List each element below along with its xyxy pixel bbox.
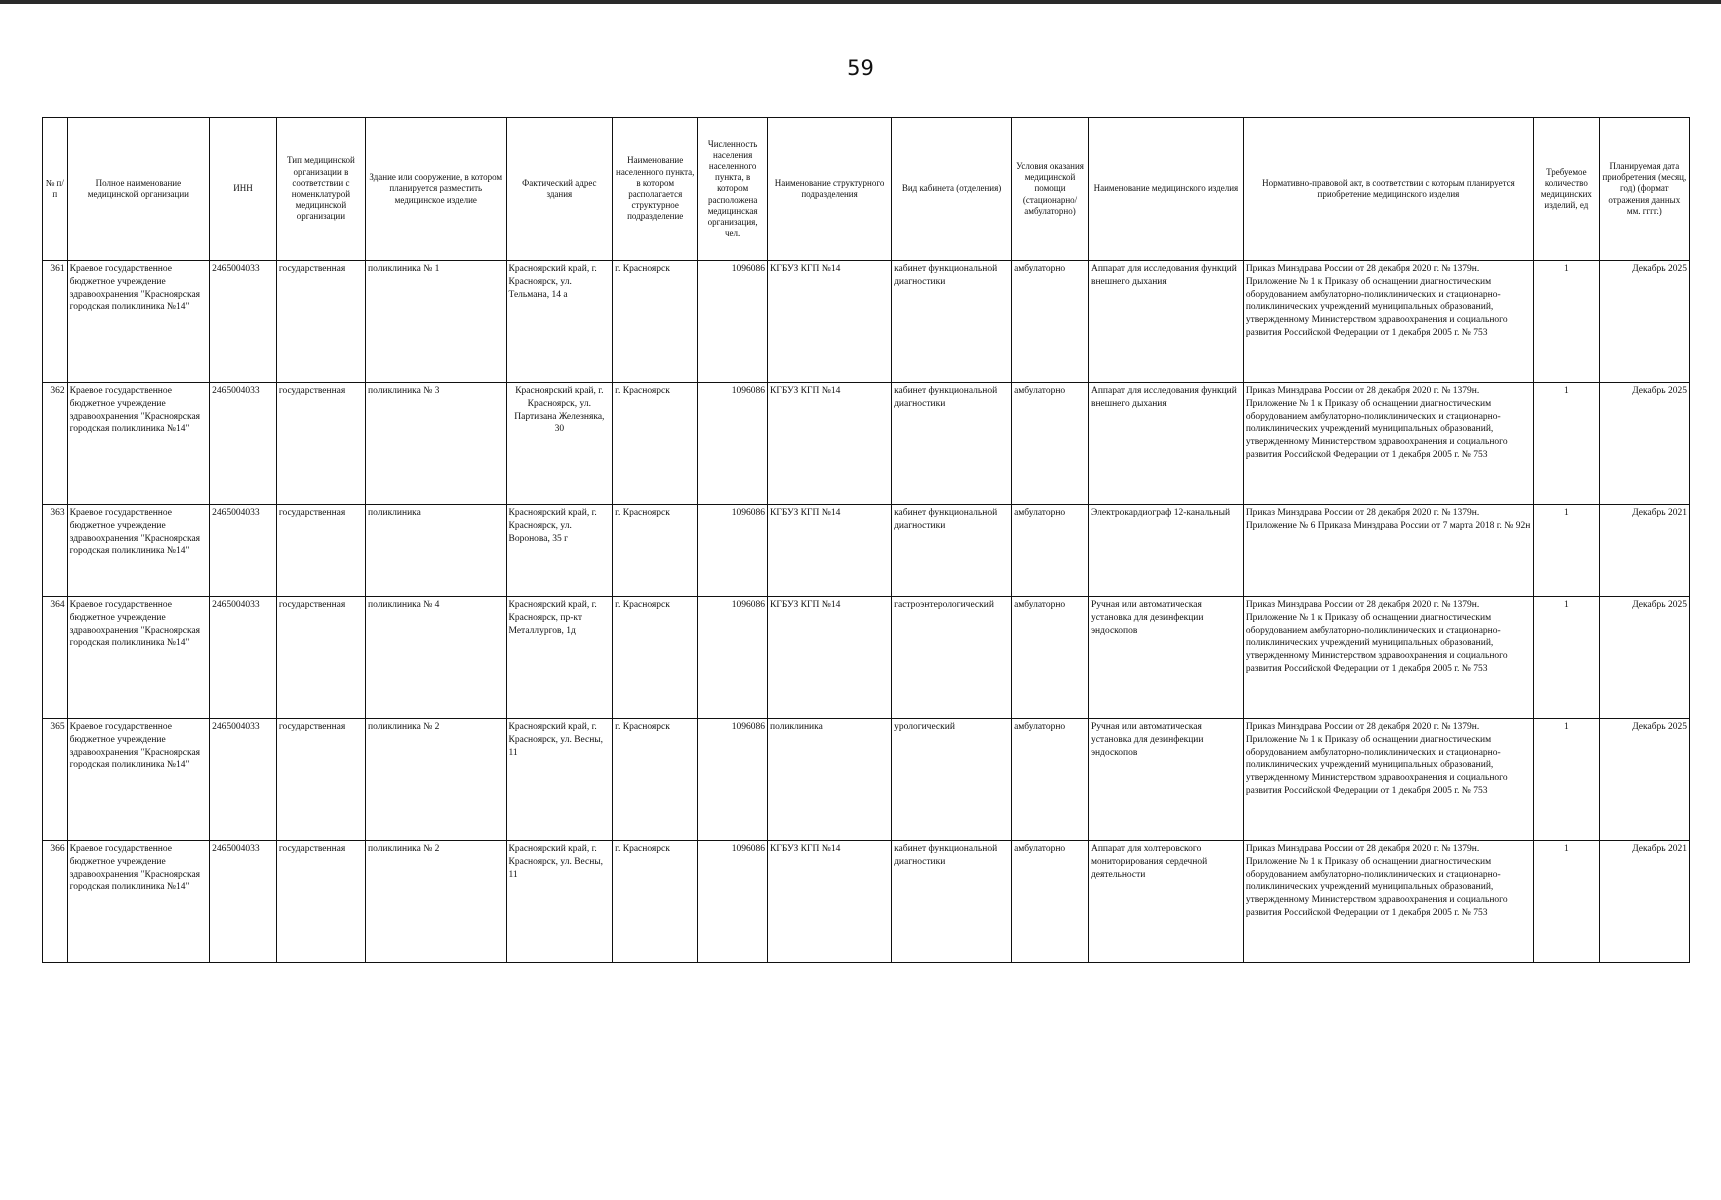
cell-num: 362 [43, 383, 68, 505]
cell-unit: КГБУЗ КГП №14 [768, 597, 892, 719]
cell-unit: поликлиника [768, 719, 892, 841]
cell-type: государственная [276, 597, 365, 719]
cell-address: Красноярский край, г. Красноярск, ул. Воронова, 35 г [506, 505, 613, 597]
cell-act: Приказ Минздрава России от 28 декабря 2020 г. № 1379н. Приложение № 1 к Приказу об оснащении диагностическим оборудованием амбулаторно-поликлинических и стационарно-поликлинических учреждений муниципальных образований, утвержденному Министерством здравоохранения и социального развития Российской Федерации от 1 декабря 2005 г. № 753 [1243, 719, 1533, 841]
cell-device: Аппарат для холтеровского мониторирования сердечной деятельности [1088, 841, 1243, 963]
cell-building: поликлиника № 4 [366, 597, 506, 719]
header-act: Нормативно-правовой акт, в соответствии с которым планируется приобретение медицинского изделия [1243, 118, 1533, 261]
cell-act: Приказ Минздрава России от 28 декабря 2020 г. № 1379н. Приложение № 1 к Приказу об оснащении диагностическим оборудованием амбулаторно-поликлинических и стационарно-поликлинических учреждений муниципальных образований, утвержденному Министерством здравоохранения и социального развития Российской Федерации от 1 декабря 2005 г. № 753 [1243, 261, 1533, 383]
cell-cabinet: кабинет функциональной диагностики [892, 505, 1012, 597]
table-row [43, 505, 1690, 597]
cell-num: 365 [43, 719, 68, 841]
header-building: Здание или сооружение, в котором планируется разместить медицинское изделие [366, 118, 506, 261]
cell-cabinet: гастроэнтерологический [892, 597, 1012, 719]
cell-building: поликлиника № 2 [366, 719, 506, 841]
cell-building: поликлиника [366, 505, 506, 597]
table-row [43, 719, 1690, 841]
cell-org: Краевое государственное бюджетное учреждение здравоохранения "Красноярская городская поликлиника №14" [67, 841, 210, 963]
cell-cabinet: кабинет функциональной диагностики [892, 261, 1012, 383]
cell-population: 1096086 [698, 505, 768, 597]
cell-date: Декабрь 2021 [1599, 841, 1689, 963]
cell-building: поликлиника № 3 [366, 383, 506, 505]
cell-inn: 2465004033 [210, 841, 277, 963]
cell-population: 1096086 [698, 383, 768, 505]
cell-unit: КГБУЗ КГП №14 [768, 841, 892, 963]
header-num: № п/п [43, 118, 68, 261]
cell-inn: 2465004033 [210, 261, 277, 383]
header-date: Планируемая дата приобретения (месяц, год) (формат отражения данных мм. гггг.) [1599, 118, 1689, 261]
cell-locality: г. Красноярск [613, 505, 698, 597]
cell-population: 1096086 [698, 841, 768, 963]
cell-org: Краевое государственное бюджетное учреждение здравоохранения "Красноярская городская поликлиника №14" [67, 261, 210, 383]
cell-cabinet: урологический [892, 719, 1012, 841]
table-row [43, 383, 1690, 505]
cell-device: Электрокардиограф 12-канальный [1088, 505, 1243, 597]
cell-date: Декабрь 2021 [1599, 505, 1689, 597]
cell-locality: г. Красноярск [613, 719, 698, 841]
cell-type: государственная [276, 505, 365, 597]
table-row [43, 597, 1690, 719]
table-row [43, 261, 1690, 383]
cell-building: поликлиника № 1 [366, 261, 506, 383]
cell-date: Декабрь 2025 [1599, 261, 1689, 383]
table-row [43, 841, 1690, 963]
header-unit: Наименование структурного подразделения [768, 118, 892, 261]
cell-act: Приказ Минздрава России от 28 декабря 2020 г. № 1379н. Приложение № 6 Приказа Минздрава России от 7 марта 2018 г. № 92н [1243, 505, 1533, 597]
cell-conditions: амбулаторно [1012, 261, 1089, 383]
cell-inn: 2465004033 [210, 383, 277, 505]
cell-org: Краевое государственное бюджетное учреждение здравоохранения "Красноярская городская поликлиника №14" [67, 719, 210, 841]
scan-edge [0, 0, 1721, 4]
cell-num: 363 [43, 505, 68, 597]
cell-population: 1096086 [698, 261, 768, 383]
cell-device: Аппарат для исследования функций внешнего дыхания [1088, 261, 1243, 383]
cell-conditions: амбулаторно [1012, 505, 1089, 597]
cell-qty: 1 [1534, 719, 1600, 841]
cell-org: Краевое государственное бюджетное учреждение здравоохранения "Красноярская городская поликлиника №14" [67, 505, 210, 597]
cell-unit: КГБУЗ КГП №14 [768, 383, 892, 505]
cell-address: Красноярский край, г. Красноярск, ул. Тельмана, 14 а [506, 261, 613, 383]
cell-type: государственная [276, 383, 365, 505]
cell-type: государственная [276, 841, 365, 963]
cell-unit: КГБУЗ КГП №14 [768, 261, 892, 383]
cell-address: Красноярский край, г. Красноярск, ул. Весны, 11 [506, 719, 613, 841]
cell-cabinet: кабинет функциональной диагностики [892, 841, 1012, 963]
cell-locality: г. Красноярск [613, 841, 698, 963]
cell-locality: г. Красноярск [613, 383, 698, 505]
header-qty: Требуемое количество медицинских изделий, ед [1534, 118, 1600, 261]
header-cabinet: Вид кабинета (отделения) [892, 118, 1012, 261]
header-device: Наименование медицинского изделия [1088, 118, 1243, 261]
header-inn: ИНН [210, 118, 277, 261]
cell-inn: 2465004033 [210, 505, 277, 597]
cell-qty: 1 [1534, 597, 1600, 719]
cell-population: 1096086 [698, 597, 768, 719]
cell-locality: г. Красноярск [613, 597, 698, 719]
cell-qty: 1 [1534, 841, 1600, 963]
cell-inn: 2465004033 [210, 719, 277, 841]
header-type: Тип медицинской организации в соответствии с номенклатурой медицинской организации [276, 118, 365, 261]
cell-locality: г. Красноярск [613, 261, 698, 383]
cell-act: Приказ Минздрава России от 28 декабря 2020 г. № 1379н. Приложение № 1 к Приказу об оснащении диагностическим оборудованием амбулаторно-поликлинических и стационарно-поликлинических учреждений муниципальных образований, утвержденному Министерством здравоохранения и социального развития Российской Федерации от 1 декабря 2005 г. № 753 [1243, 383, 1533, 505]
cell-conditions: амбулаторно [1012, 383, 1089, 505]
cell-date: Декабрь 2025 [1599, 383, 1689, 505]
cell-date: Декабрь 2025 [1599, 719, 1689, 841]
cell-device: Аппарат для исследования функций внешнего дыхания [1088, 383, 1243, 505]
header-org: Полное наименование медицинской организации [67, 118, 210, 261]
header-population: Численность населения населенного пункта, в котором расположена медицинская организация, чел. [698, 118, 768, 261]
cell-unit: КГБУЗ КГП №14 [768, 505, 892, 597]
cell-population: 1096086 [698, 719, 768, 841]
cell-device: Ручная или автоматическая установка для дезинфекции эндоскопов [1088, 719, 1243, 841]
equipment-plan-table [42, 117, 1690, 963]
page-number: 59 [847, 56, 874, 80]
cell-num: 366 [43, 841, 68, 963]
cell-device: Ручная или автоматическая установка для дезинфекции эндоскопов [1088, 597, 1243, 719]
cell-cabinet: кабинет функциональной диагностики [892, 383, 1012, 505]
cell-conditions: амбулаторно [1012, 719, 1089, 841]
cell-address: Красноярский край, г. Красноярск, пр-кт Металлургов, 1д [506, 597, 613, 719]
header-conditions: Условия оказания медицинской помощи (стационарно/амбулаторно) [1012, 118, 1089, 261]
cell-building: поликлиника № 2 [366, 841, 506, 963]
header-locality: Наименование населенного пункта, в котором располагается структурное подразделение [613, 118, 698, 261]
cell-inn: 2465004033 [210, 597, 277, 719]
cell-address: Красноярский край, г. Красноярск, ул. Партизана Железняка, 30 [506, 383, 613, 505]
cell-act: Приказ Минздрава России от 28 декабря 2020 г. № 1379н. Приложение № 1 к Приказу об оснащении диагностическим оборудованием амбулаторно-поликлинических и стационарно-поликлинических учреждений муниципальных образований, утвержденному Министерством здравоохранения и социального развития Российской Федерации от 1 декабря 2005 г. № 753 [1243, 597, 1533, 719]
table-header-row [43, 118, 1690, 261]
cell-qty: 1 [1534, 505, 1600, 597]
cell-qty: 1 [1534, 383, 1600, 505]
cell-type: государственная [276, 719, 365, 841]
cell-org: Краевое государственное бюджетное учреждение здравоохранения "Красноярская городская поликлиника №14" [67, 383, 210, 505]
cell-act: Приказ Минздрава России от 28 декабря 2020 г. № 1379н. Приложение № 1 к Приказу об оснащении диагностическим оборудованием амбулаторно-поликлинических и стационарно-поликлинических учреждений муниципальных образований, утвержденному Министерством здравоохранения и социального развития Российской Федерации от 1 декабря 2005 г. № 753 [1243, 841, 1533, 963]
cell-date: Декабрь 2025 [1599, 597, 1689, 719]
cell-qty: 1 [1534, 261, 1600, 383]
cell-org: Краевое государственное бюджетное учреждение здравоохранения "Красноярская городская поликлиника №14" [67, 597, 210, 719]
cell-address: Красноярский край, г. Красноярск, ул. Весны, 11 [506, 841, 613, 963]
header-address: Фактический адрес здания [506, 118, 613, 261]
cell-conditions: амбулаторно [1012, 841, 1089, 963]
cell-num: 364 [43, 597, 68, 719]
cell-conditions: амбулаторно [1012, 597, 1089, 719]
cell-type: государственная [276, 261, 365, 383]
cell-num: 361 [43, 261, 68, 383]
